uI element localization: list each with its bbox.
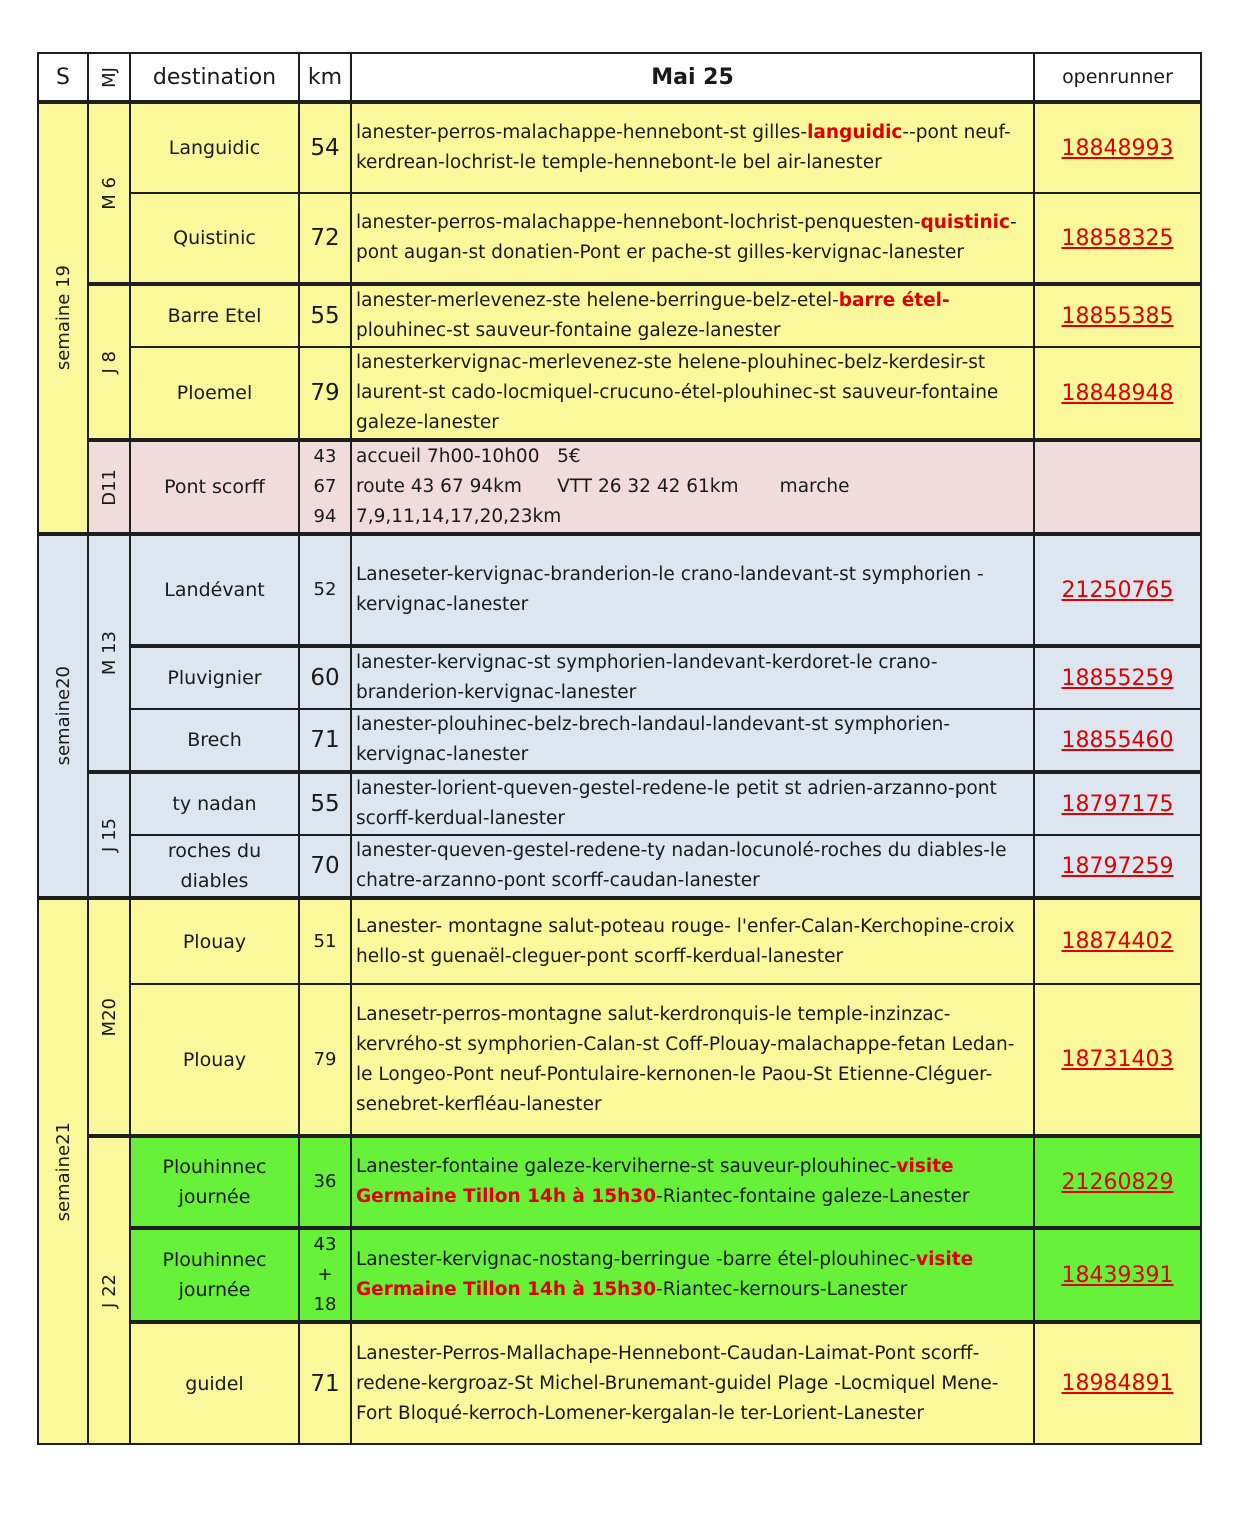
openrunner-link[interactable]: 21250765 [1061,577,1174,603]
table-row [38,1322,1201,1444]
route-cell: Laneseter-kervignac-branderion-le crano-landevant-st symphorien -kervignac-lanester [351,534,1034,646]
openrunner-link-cell [1034,102,1201,193]
openrunner-link-cell [1034,772,1201,835]
header-row [38,53,1201,102]
openrunner-link[interactable]: 18731403 [1061,1047,1174,1072]
table-row [38,898,1201,984]
table-row [38,102,1201,193]
destination-cell: Languidic [130,102,299,193]
openrunner-link-cell [1034,1322,1201,1444]
table-row [38,284,1201,347]
openrunner-link[interactable]: 18874402 [1061,929,1174,954]
destination-cell: roches du diables [130,835,299,898]
route-cell: Lanester- montagne salut-poteau rouge- l'enfer-Calan-Kerchopine-croix hello-st guenaël-cleguer-pont scorff-kerdual-lanester [351,898,1034,984]
table-row [38,440,1201,534]
event-info-cell: accueil 7h00-10h00 5€ route 43 67 94km VTT 26 32 42 61km marche 7,9,11,14,17,20,23km [351,440,1034,534]
day-cell-j8: J 8 [88,284,130,440]
openrunner-link[interactable]: 18439391 [1061,1262,1174,1288]
week-cell-19: semaine 19 [38,102,88,534]
openrunner-link[interactable]: 18858325 [1061,225,1174,251]
destination-cell: Quistinic [130,193,299,284]
km-cell: 52 [299,534,351,646]
table-row [38,835,1201,898]
openrunner-link[interactable]: 21260829 [1061,1169,1174,1195]
table-row [38,534,1201,646]
route-cell: lanester-plouhinec-belz-brech-landaul-landevant-st symphorien-kervignac-lanester [351,709,1034,772]
openrunner-link[interactable]: 18855385 [1061,303,1174,329]
header-km: km [299,53,351,102]
table-row [38,1228,1201,1322]
openrunner-link[interactable]: 18797259 [1061,853,1174,879]
table-row [38,772,1201,835]
openrunner-link[interactable]: 18984891 [1061,1371,1174,1396]
table-row [38,709,1201,772]
openrunner-link-cell [1034,347,1201,440]
km-cell: 71 [299,709,351,772]
openrunner-link-cell [1034,835,1201,898]
route-cell: Lanester-Perros-Mallachape-Hennebont-Caudan-Laimat-Pont scorff-redene-kergroaz-St Michel-Brunemant-guidel Plage -Locmiquel Mene-Fort Bloqué-kerroch-Lomener-kergalan-le ter-Lorient-Lanester [351,1322,1034,1444]
table-row [38,1136,1201,1228]
openrunner-link-cell [1034,646,1201,709]
km-cell: 70 [299,835,351,898]
destination-cell: Brech [130,709,299,772]
openrunner-link-cell [1034,1228,1201,1322]
destination-cell: Pont scorff [130,440,299,534]
km-cell: 72 [299,193,351,284]
km-cell: 51 [299,898,351,984]
day-cell-j15: J 15 [88,772,130,898]
openrunner-link-cell [1034,193,1201,284]
openrunner-link-cell [1034,898,1201,984]
km-cell: 43 + 18 [299,1228,351,1322]
km-cell: 55 [299,284,351,347]
day-cell-m13: M 13 [88,534,130,772]
week-cell-21: semaine21 [38,898,88,1444]
destination-cell: Plouhinnec journée [130,1136,299,1228]
destination-cell: Barre Etel [130,284,299,347]
route-cell: lanester-merlevenez-ste helene-berringue-belz-etel-barre étel-plouhinec-st sauveur-fontaine galeze-lanester [351,284,1034,347]
destination-cell: Pluvignier [130,646,299,709]
route-cell: Lanesetr-perros-montagne salut-kerdronquis-le temple-inzinzac-kervrého-st symphorien-Calan-st Coff-Plouay-malachappe-fetan Ledan-le Longeo-Pont neuf-Pontulaire-kernonen-le Paou-St Etienne-Cléguer-senebret-kerfléau-lanester [351,984,1034,1136]
table-row [38,193,1201,284]
table-row [38,347,1201,440]
route-cell: Lanester-kervignac-nostang-berringue -barre étel-plouhinec-visite Germaine Tillon 14h à 15h30-Riantec-kernours-Lanester [351,1228,1034,1322]
km-cell: 54 [299,102,351,193]
route-cell: lanester-kervignac-st symphorien-landevant-kerdoret-le crano-branderion-kervignac-lanester [351,646,1034,709]
km-cell: 79 [299,984,351,1136]
day-cell-j22: J 22 [88,1136,130,1444]
openrunner-link[interactable]: 18797175 [1061,791,1174,817]
route-cell: lanester-queven-gestel-redene-ty nadan-locunolé-roches du diables-le chatre-arzanno-pont scorff-caudan-lanester [351,835,1034,898]
day-cell-m20: M20 [88,898,130,1136]
header-month: Mai 25 [351,53,1034,102]
destination-cell: Plouhinnec journée [130,1228,299,1322]
destination-cell: guidel [130,1322,299,1444]
openrunner-link-cell [1034,1136,1201,1228]
route-cell: lanester-lorient-queven-gestel-redene-le petit st adrien-arzanno-pont scorff-kerdual-lanester [351,772,1034,835]
schedule-table [37,52,1202,1445]
destination-cell: Ploemel [130,347,299,440]
km-cell: 79 [299,347,351,440]
route-cell: Lanester-fontaine galeze-kerviherne-st sauveur-plouhinec-visite Germaine Tillon 14h à 15h30-Riantec-fontaine galeze-Lanester [351,1136,1034,1228]
header-openrunner: openrunner [1034,53,1201,102]
route-cell: lanester-perros-malachappe-hennebont-lochrist-penquesten-quistinic-pont augan-st donatien-Pont er pache-st gilles-kervignac-lanester [351,193,1034,284]
day-cell-d11: D11 [88,440,130,534]
table-row [38,984,1201,1136]
header-destination: destination [130,53,299,102]
openrunner-link[interactable]: 18855460 [1061,727,1174,753]
openrunner-link[interactable]: 18855259 [1061,665,1174,691]
openrunner-link[interactable]: 18848948 [1061,380,1174,406]
openrunner-link-cell [1034,534,1201,646]
day-cell-m6: M 6 [88,102,130,284]
openrunner-link-cell [1034,284,1201,347]
route-cell: lanester-perros-malachappe-hennebont-st gilles-languidic--pont neuf-kerdrean-lochrist-le temple-hennebont-le bel air-lanester [351,102,1034,193]
km-cell: 71 [299,1322,351,1444]
header-s: S [38,53,88,102]
header-mj: MJ [88,53,130,102]
table-row [38,646,1201,709]
km-cell: 55 [299,772,351,835]
destination-cell: Landévant [130,534,299,646]
openrunner-link-cell [1034,440,1201,534]
week-cell-20: semaine20 [38,534,88,898]
km-cell: 60 [299,646,351,709]
openrunner-link[interactable]: 18848993 [1061,135,1174,161]
destination-cell: ty nadan [130,772,299,835]
destination-cell: Plouay [130,898,299,984]
route-cell: lanesterkervignac-merlevenez-ste helene-plouhinec-belz-kerdesir-st laurent-st cado-locmiquel-crucuno-étel-plouhinec-st sauveur-fontaine galeze-lanester [351,347,1034,440]
openrunner-link-cell [1034,709,1201,772]
openrunner-link-cell [1034,984,1201,1136]
km-cell: 36 [299,1136,351,1228]
destination-cell: Plouay [130,984,299,1136]
km-cell: 43 67 94 [299,440,351,534]
